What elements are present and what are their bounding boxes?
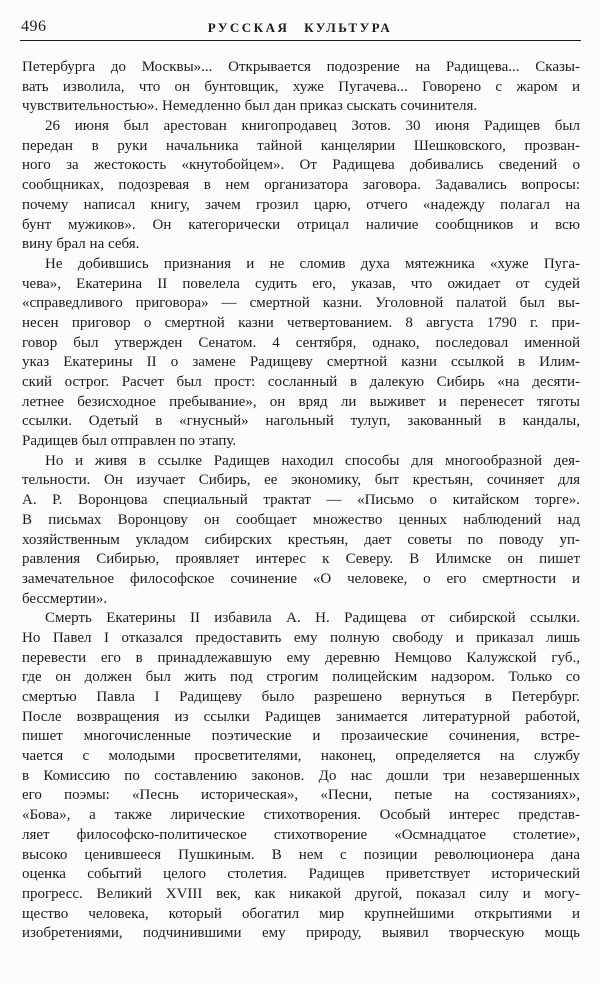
text-line: высоко ценившееся Пушкиным. В нем с позиции революционера дана [22,846,580,863]
page-number: 496 [21,18,47,35]
text-line: его поэмы: «Песнь историческая», «Песни, петые на состязаниях», [22,787,580,804]
text-line: сообщниках, подозревая в нем организатора заговора. Задавались вопросы: [22,177,580,194]
text-line: летнее безисходное пребывание», он вряд ли выживет и перенесет тяготы [22,393,580,410]
header-rule [20,40,581,41]
text-line: изобретениями, подчинившими ему природу, выявил творческую мощь [22,925,580,942]
text-line: В письмах Воронцову он сообщает множество ценных наблюдений над [22,511,580,528]
paragraph-5 [22,609,580,944]
text-line: бессмертии». [22,590,108,607]
text-line: передан в руки начальника тайной канцелярии Шешковского, прозван- [22,137,580,154]
text-line: несен приговор о смертной казни четвертованием. 8 августа 1790 г. при- [22,314,580,331]
text-line: 26 июня был арестован книгопродавец Зотов. 30 июня Радищев был [45,118,580,135]
text-line: ссылки. Одетый в «гнусный» нагольный тулуп, закованный в кандалы, [22,413,580,430]
text-line: почему написал книгу, зачем грозил царю, отчего «надежду полагал на [22,196,580,213]
text-line: говор был утвержден Сенатом. 4 сентября, однако, последовал именной [22,334,580,351]
text-line: вину брал на себя. [22,236,140,253]
text-line: смертью Павла I Радищеву было разрешено вернуться в Петербург. [22,689,580,705]
text-line: После возвращения из ссылки Радищев занимается литературной работой, [22,708,580,725]
text-line: ляет философско-политическое стихотворение «Осмнадцатое столетие», [22,826,580,843]
page-body [22,58,580,944]
text-line: Смерть Екатерины II избавила А. Н. Радищева от сибирской ссылки. [45,610,580,627]
text-line: тельности. Он изучает Сибирь, ее экономику, быт крестьян, сочиняет для [22,472,580,489]
text-line: оценка событий целого столетия. Радищев приветствует исторический [22,866,580,883]
paragraph-2 [22,117,580,255]
text-line: Но Павел I отказался предоставить ему полную свободу и приказал лишь [22,629,580,646]
text-line: равления Сибирью, проявляет интерес к Северу. В Илимске он пишет [22,551,580,568]
text-line: указ Екатерины II о замене Радищеву смертной казни ссылкой в Илим- [22,354,580,371]
text-line: щество человека, который обогатил мир крупнейшими открытиями и [22,905,580,922]
text-line: чувствительностью». Немедленно был дан приказ сыскать сочинителя. [22,98,478,115]
text-line: «справедливого приговора» — смертной казни. Уголовной палатой был вы- [22,295,580,312]
text-line: в Комиссию по составлению законов. До нас дошли три незавершенных [22,767,580,784]
text-line: чева», Екатерина II повелела судить его, указав, что ожидает от судей [22,275,580,292]
text-line: бунт мужиков». Он категорически отрицал наличие сообщников и всю [22,216,580,233]
text-line: прогресс. Великий XVIII век, как никакой другой, показал силу и могу- [22,885,580,902]
text-line: А. Р. Воронцова специальный трактат — «Письмо о китайском торге». [22,492,580,509]
text-line: ский острог. Расчет был прост: сосланный в далекую Сибирь «на десяти- [22,374,580,390]
text-line: вать изволила, что он бунтовщик, хуже Пугачева... Говорено с жаром и [22,78,580,95]
text-line: Не добившись признания и не сломив духа мятежника «хуже Пуга- [45,255,580,272]
text-line: пишет многочисленные поэтические и прозаические сочинения, встре- [22,728,580,745]
paragraph-4 [22,452,580,610]
text-line: где он должен был жить под строгим полицейским надзором. Только со [22,669,580,686]
text-line: Но и живя в ссылке Радищев находил способы для многообразной дея- [45,452,580,469]
running-header: РУССКАЯ КУЛЬТУРА [207,20,393,35]
text-line: чается с молодыми просветителями, наконец, определяется на службу [22,748,580,765]
text-line: замечательное философское сочинение «О человеке, о его смертности и [22,570,580,587]
paragraph-3 [22,255,580,452]
text-line: хозяйственным укладом сибирских крестьян, дает советы по поводу уп- [22,531,580,548]
text-line: «Бова», а также лирические стихотворения. Особый интерес представ- [22,807,580,824]
text-line: Радищев был отправлен по этапу. [22,433,237,450]
text-line: перевести его в принадлежавшую ему деревню Немцово Калужской губ., [22,649,580,666]
text-line: Петербурга до Москвы»... Открывается подозрение на Радищева... Сказы- [22,59,580,75]
paragraph-1 [22,58,580,117]
text-line: ного за жестокость «кнутобойцем». От Радищева добивались сведений о [22,157,580,174]
